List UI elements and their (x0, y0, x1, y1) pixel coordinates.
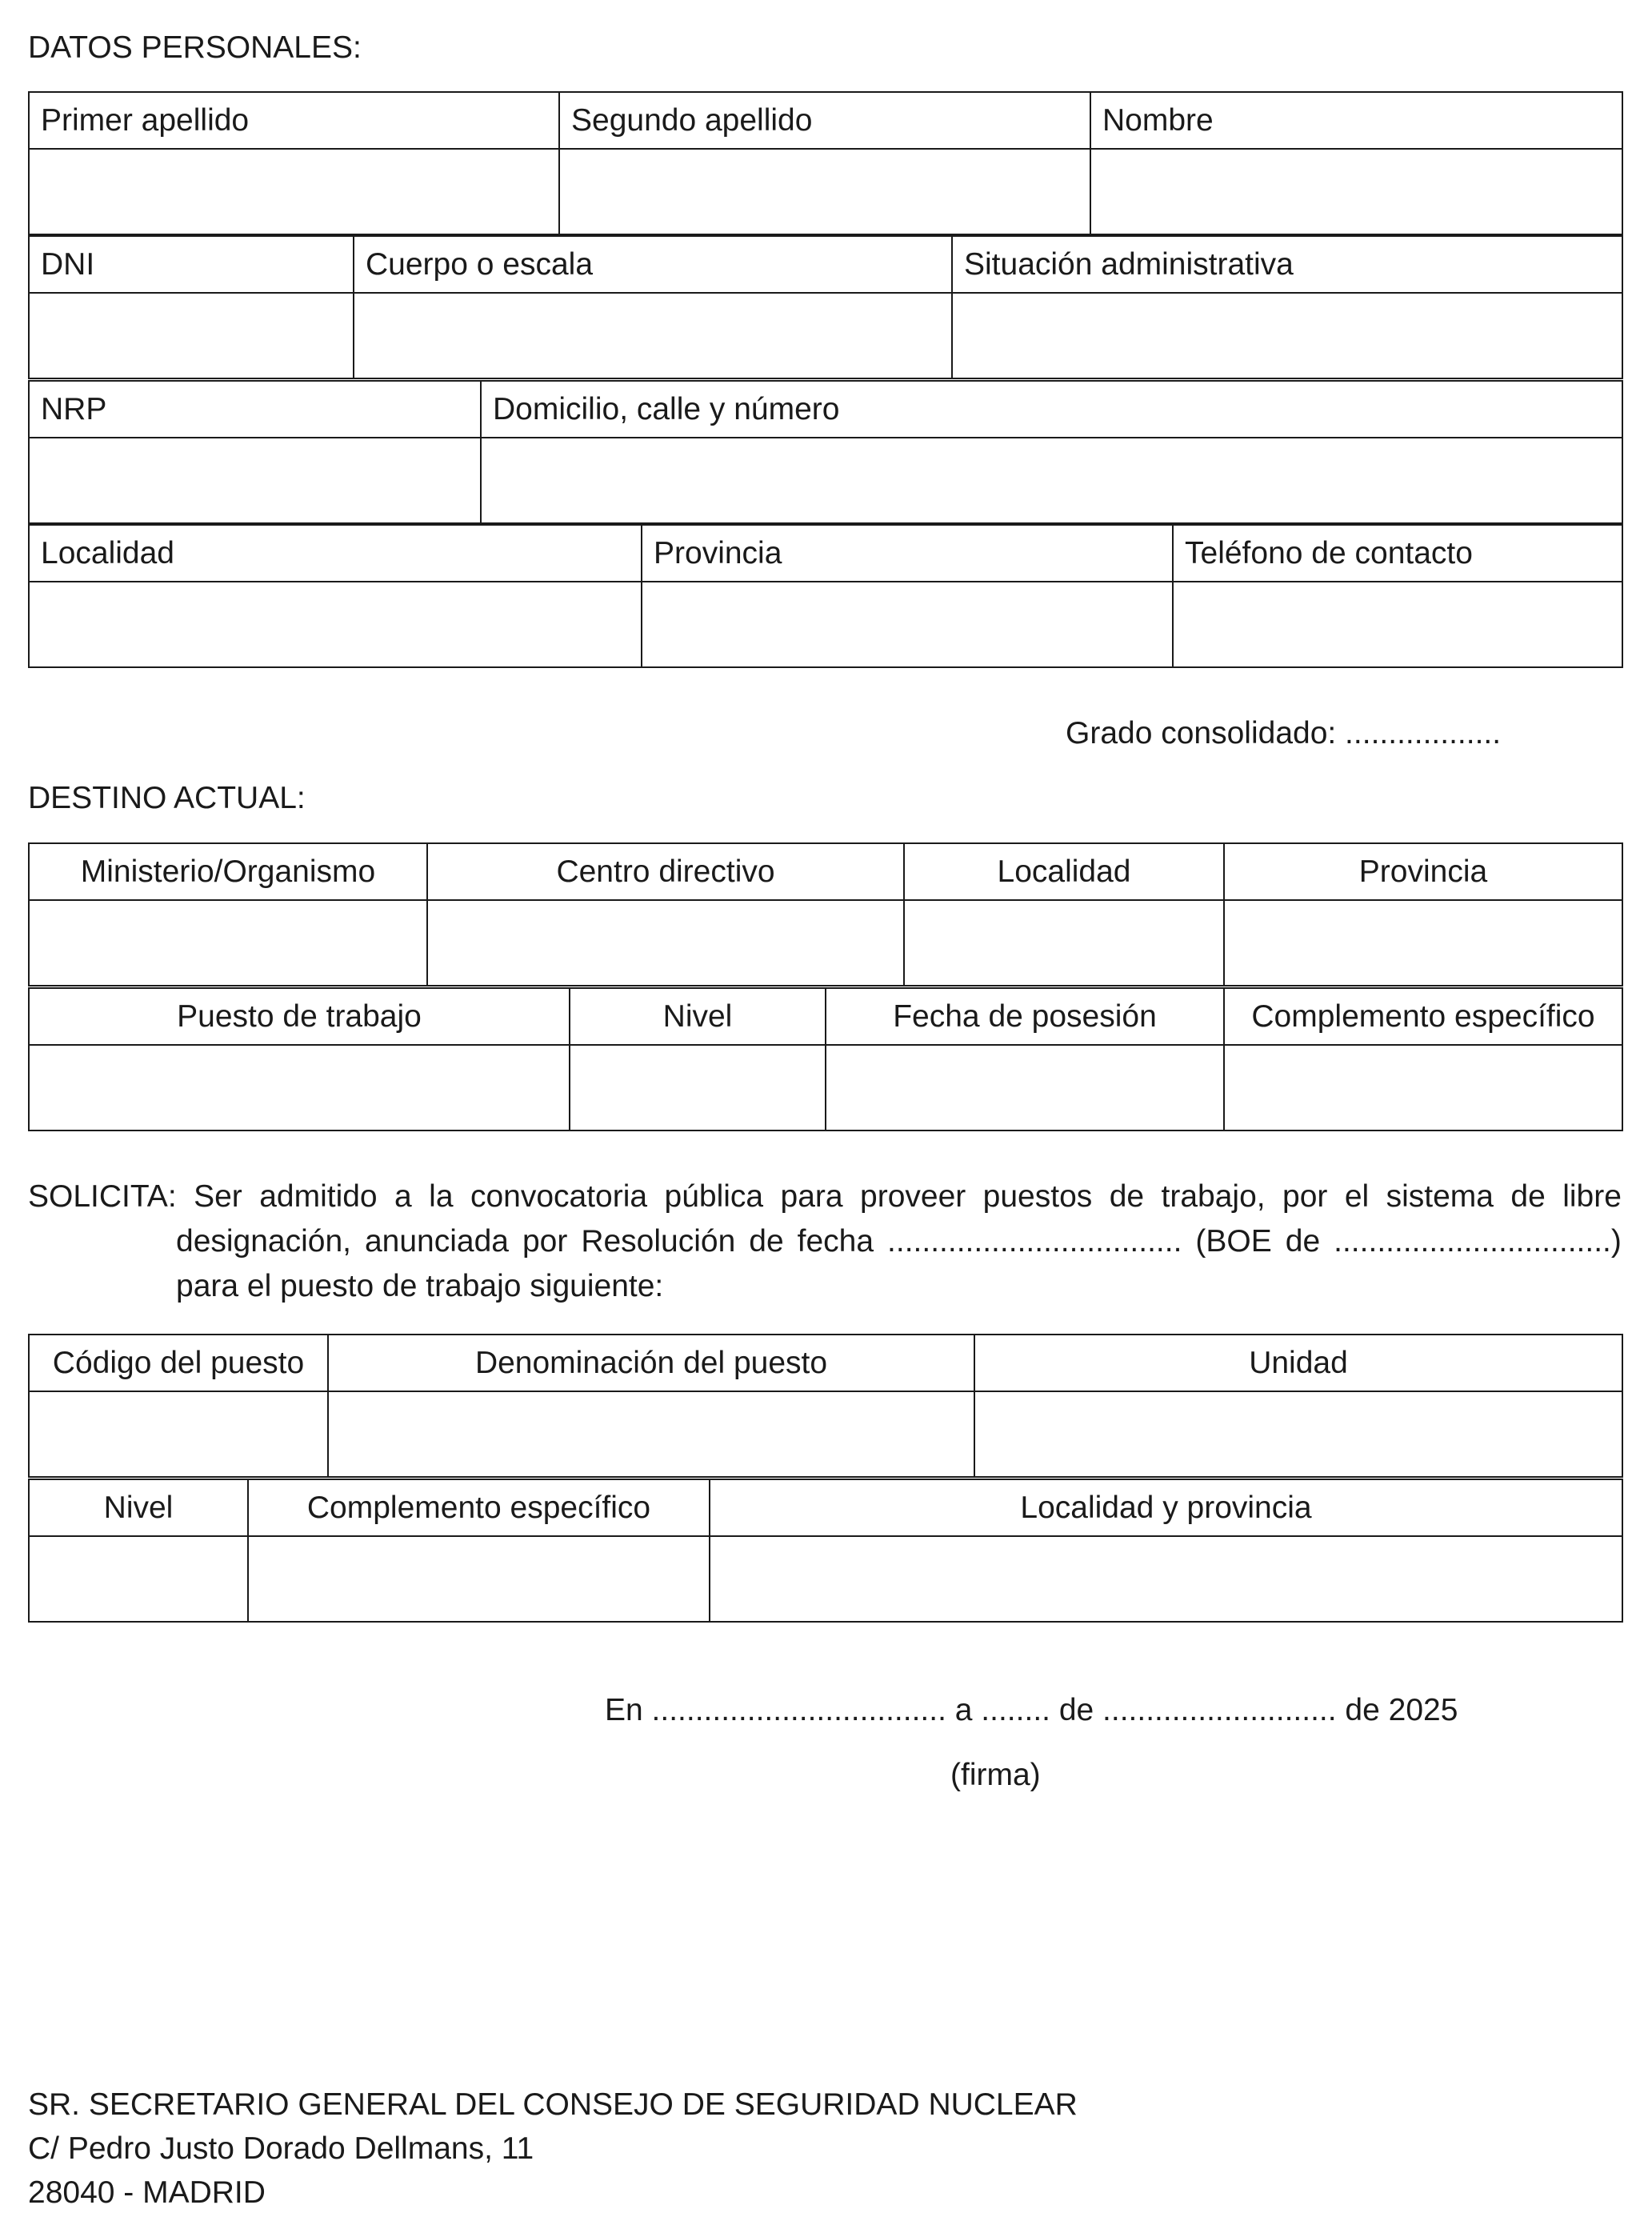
field-centro-directivo[interactable] (427, 900, 904, 986)
field-destino-nivel[interactable] (570, 1045, 826, 1131)
label-telefono: Teléfono de contacto (1173, 525, 1622, 582)
puesto-table-1 (28, 1334, 1623, 1478)
solicita-line-1 (28, 1175, 1622, 1219)
solicita-indent (176, 1219, 1622, 1309)
solicita-word: (BOE (1195, 1224, 1272, 1259)
label-segundo-apellido: Segundo apellido (559, 92, 1090, 149)
field-segundo-apellido[interactable] (559, 149, 1090, 234)
solicita-word: libre (1562, 1179, 1622, 1214)
destino-table-2 (28, 987, 1623, 1131)
fecha-line: En .................................. a ........ de ........................... de 2025 (605, 1693, 1458, 1727)
field-nrp[interactable] (29, 438, 481, 523)
label-nrp: NRP (29, 381, 481, 438)
field-ministerio[interactable] (29, 900, 427, 986)
label-denominacion-puesto: Denominación del puesto (328, 1335, 974, 1391)
label-destino-localidad: Localidad (904, 843, 1224, 900)
field-localidad-provincia[interactable] (710, 1536, 1622, 1622)
label-puesto-trabajo: Puesto de trabajo (29, 988, 570, 1045)
label-destino-provincia: Provincia (1224, 843, 1622, 900)
solicita-word: de (749, 1224, 784, 1259)
solicita-label: SOLICITA: (28, 1179, 177, 1214)
field-situacion-administrativa[interactable] (952, 293, 1622, 378)
personal-table-2 (28, 235, 1623, 379)
solicita-word: por (1282, 1179, 1328, 1214)
destino-table-1 (28, 842, 1623, 986)
solicita-word: Resolución (581, 1224, 736, 1259)
personal-table-4 (28, 524, 1623, 668)
solicita-word: por (522, 1224, 568, 1259)
solicita-word: el (1344, 1179, 1370, 1214)
resolucion-fecha-blank[interactable]: .................................. (887, 1224, 1182, 1259)
solicita-word: la (429, 1179, 454, 1214)
solicita-line-3: para el puesto de trabajo siguiente: (176, 1269, 664, 1303)
solicita-word: de (1285, 1224, 1321, 1259)
solicita-word: a (394, 1179, 412, 1214)
destino-heading: DESTINO ACTUAL: (28, 781, 306, 815)
solicita-word: trabajo, (1161, 1179, 1266, 1214)
label-situacion-administrativa: Situación administrativa (952, 236, 1622, 293)
firma-label: (firma) (950, 1758, 1041, 1792)
field-puesto-complemento[interactable] (248, 1536, 710, 1622)
solicita-word: designación, (176, 1224, 351, 1259)
label-localidad-provincia: Localidad y provincia (710, 1479, 1622, 1536)
solicita-word: convocatoria (470, 1179, 648, 1214)
puesto-table-2 (28, 1479, 1623, 1623)
personal-table-3 (28, 380, 1623, 524)
field-puesto-nivel[interactable] (29, 1536, 248, 1622)
label-destino-complemento: Complemento específico (1224, 988, 1622, 1045)
solicita-word: fecha (797, 1224, 874, 1259)
label-centro-directivo: Centro directivo (427, 843, 904, 900)
field-localidad[interactable] (29, 582, 642, 667)
label-cuerpo-escala: Cuerpo o escala (354, 236, 952, 293)
label-puesto-complemento: Complemento específico (248, 1479, 710, 1536)
field-provincia[interactable] (642, 582, 1173, 667)
field-domicilio[interactable] (481, 438, 1622, 523)
field-fecha-posesion[interactable] (826, 1045, 1224, 1131)
field-cuerpo-escala[interactable] (354, 293, 952, 378)
addressee-line-3: 28040 - MADRID (28, 2175, 266, 2210)
solicita-word: admitido (259, 1179, 378, 1214)
label-unidad: Unidad (974, 1335, 1622, 1391)
field-codigo-puesto[interactable] (29, 1391, 328, 1477)
grado-consolidado: Grado consolidado: .................. (1066, 716, 1502, 750)
label-provincia: Provincia (642, 525, 1173, 582)
solicita-word: pública (664, 1179, 764, 1214)
field-nombre[interactable] (1090, 149, 1622, 234)
addressee-line-2: C/ Pedro Justo Dorado Dellmans, 11 (28, 2131, 534, 2166)
field-destino-localidad[interactable] (904, 900, 1224, 986)
solicita-word: sistema (1386, 1179, 1494, 1214)
field-unidad[interactable] (974, 1391, 1622, 1477)
field-destino-provincia[interactable] (1224, 900, 1622, 986)
label-nombre: Nombre (1090, 92, 1622, 149)
field-primer-apellido[interactable] (29, 149, 559, 234)
label-fecha-posesion: Fecha de posesión (826, 988, 1224, 1045)
solicita-word: anunciada (364, 1224, 509, 1259)
label-primer-apellido: Primer apellido (29, 92, 559, 149)
field-denominacion-puesto[interactable] (328, 1391, 974, 1477)
personal-table-1 (28, 91, 1623, 235)
label-domicilio: Domicilio, calle y número (481, 381, 1622, 438)
label-destino-nivel: Nivel (570, 988, 826, 1045)
label-codigo-puesto: Código del puesto (29, 1335, 328, 1391)
label-ministerio: Ministerio/Organismo (29, 843, 427, 900)
field-puesto-trabajo[interactable] (29, 1045, 570, 1131)
solicita-paragraph (28, 1175, 1622, 1303)
addressee-line-1: SR. SECRETARIO GENERAL DEL CONSEJO DE SEGURIDAD NUCLEAR (28, 2087, 1078, 2122)
solicita-word: proveer (860, 1179, 966, 1214)
solicita-word: de (1109, 1179, 1145, 1214)
solicita-line-2 (176, 1219, 1622, 1264)
field-telefono[interactable] (1173, 582, 1622, 667)
solicita-word: de (1510, 1179, 1546, 1214)
field-destino-complemento[interactable] (1224, 1045, 1622, 1131)
label-dni: DNI (29, 236, 354, 293)
label-puesto-nivel: Nivel (29, 1479, 248, 1536)
solicita-word: para (780, 1179, 843, 1214)
field-dni[interactable] (29, 293, 354, 378)
personal-heading: DATOS PERSONALES: (28, 30, 362, 65)
boe-fecha-blank[interactable]: ................................) (1334, 1224, 1622, 1259)
label-localidad: Localidad (29, 525, 642, 582)
solicita-word: Ser (194, 1179, 242, 1214)
solicita-word: puestos (982, 1179, 1093, 1214)
